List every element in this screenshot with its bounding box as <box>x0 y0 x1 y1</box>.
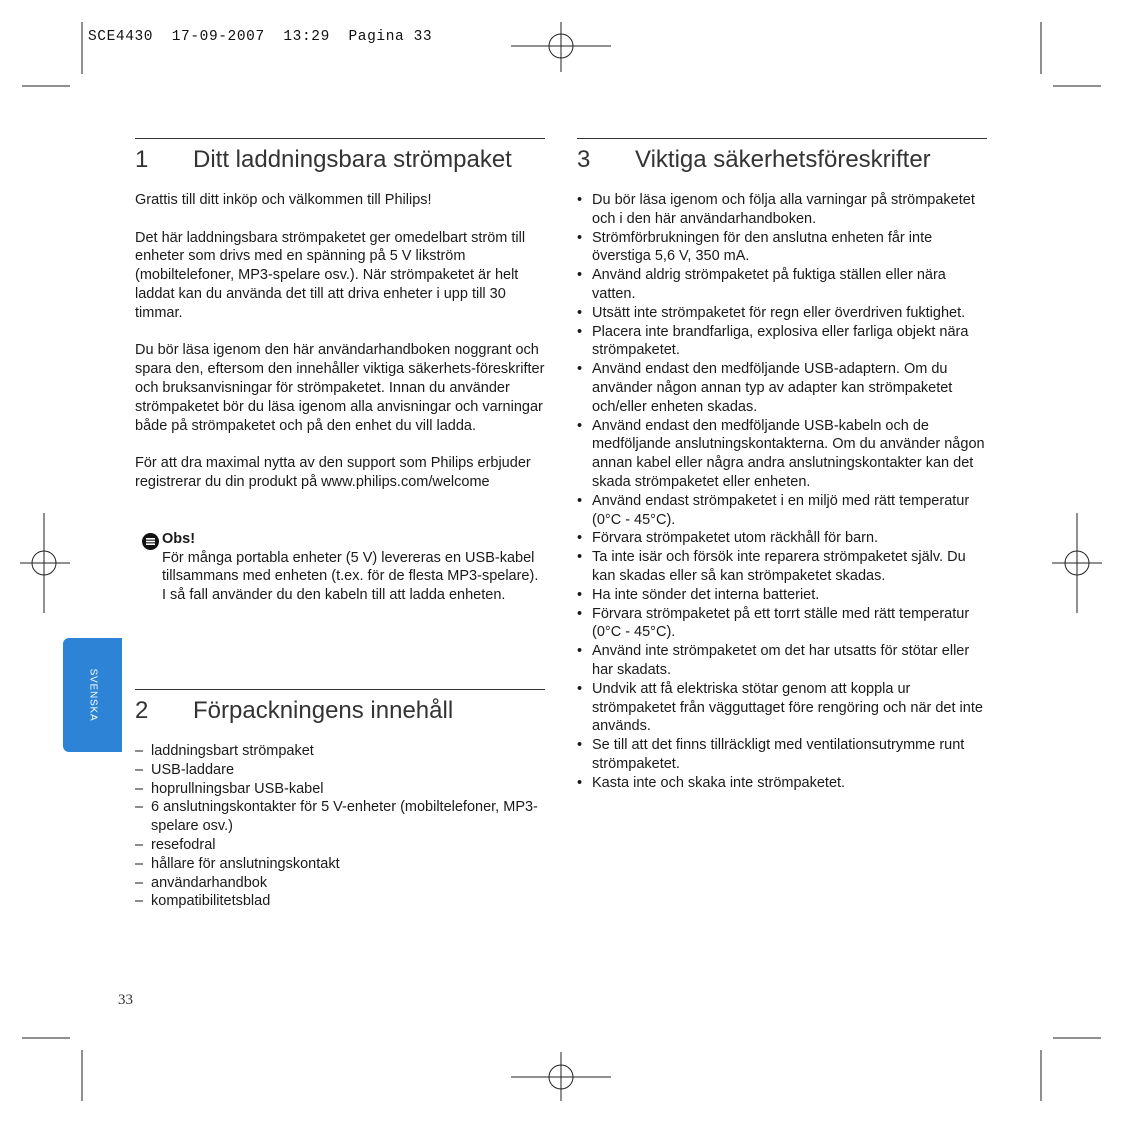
list-item: • Ta inte isär och försök inte reparera strömpaketet själv. Du kan skadas eller så kan strömpaketet skadas. <box>577 549 966 584</box>
page-number: 33 <box>118 992 133 1008</box>
safety-list <box>577 191 987 793</box>
list-item: • Du bör läsa igenom och följa alla varningar på strömpaketet och i den här användarhandboken. <box>577 192 975 227</box>
slug-page: Pagina 33 <box>348 29 433 45</box>
list-item: – laddningsbart strömpaket <box>135 743 314 759</box>
registration-mark-top <box>511 22 611 72</box>
paragraph: Det här laddningsbara strömpaketet ger omedelbart ström till enheter som drivs med en spänning på 5 V likström (mobiltelefoner, MP3-spelare osv.). När strömpaketet är helt laddat kan du använda det till att driva enheter i upp till 30 timmar. <box>135 229 526 321</box>
contents-list <box>135 742 545 911</box>
list-item: • Använd endast den medföljande USB-kabeln och de medföljande anslutningskontakterna. Om du använder någon annan kabel eller några andra anslutningskontakter kan det skada strömpaketet eller enheten. <box>577 417 985 490</box>
list-item: – USB-laddare <box>135 761 235 778</box>
section-1-heading <box>135 138 545 175</box>
note-text: För många portabla enheter (5 V) levereras en USB-kabel tillsammans med enheten (t.ex. för de flesta MP3-spelare). I så fall använder du den kabeln till att ladda enheten. <box>162 549 539 604</box>
list-item: • Använd endast strömpaketet i en miljö med rätt temperatur (0°C - 45°C). <box>577 492 970 528</box>
note-title: Obs! <box>162 530 196 547</box>
language-tab <box>63 638 122 752</box>
language-tab-label: SVENSKA <box>87 668 98 722</box>
list-item: • Förvara strömpaketet utom räckhåll för barn. <box>577 530 879 547</box>
note-box <box>135 530 545 605</box>
list-item: • Använd inte strömpaketet om det har utsatts för stötar eller har skadats. <box>577 643 970 678</box>
registration-mark-right <box>1052 513 1102 613</box>
list-item: – användarhandbok <box>135 874 268 891</box>
list-item: • Kasta inte och skaka inte strömpaketet. <box>577 774 846 791</box>
list-item: – kompatibilitetsblad <box>135 893 271 910</box>
list-item: – hållare för anslutningskontakt <box>135 855 340 872</box>
section-1-body <box>135 191 545 605</box>
list-item: • Använd endast den medföljande USB-adaptern. Om du använder någon annan typ av adapter kan strömpaketet och/eller enheten skadas. <box>577 361 953 415</box>
section-2-number: 2 <box>135 697 149 724</box>
list-item: • Strömförbrukningen för den anslutna enheten får inte överstiga 5,6 V, 350 mA. <box>577 229 933 265</box>
section-2-title: Förpackningens innehåll <box>193 697 454 724</box>
registration-mark-left <box>20 513 70 613</box>
list-item: – 6 anslutningskontakter för 5 V-enheter (mobiltelefoner, MP3-spelare osv.) <box>135 799 538 835</box>
section-3 <box>577 138 987 793</box>
section-3-number: 3 <box>577 146 591 173</box>
list-item: • Utsätt inte strömpaketet för regn eller överdriven fuktighet. <box>577 304 966 321</box>
slug-code: SCE4430 <box>88 29 154 45</box>
list-item: • Undvik att få elektriska stötar genom att koppla ur strömpaketet från vägguttaget före rengöring och när det inte används. <box>577 680 983 735</box>
section-1 <box>135 138 545 605</box>
list-item: • Använd aldrig strömpaketet på fuktiga ställen eller nära vatten. <box>577 267 946 302</box>
section-1-title: Ditt laddningsbara strömpaket <box>193 146 512 173</box>
registration-mark-bottom <box>511 1052 611 1101</box>
list-item: – resefodral <box>135 836 216 853</box>
list-item: – hoprullningsbar USB-kabel <box>135 780 324 797</box>
list-item: • Förvara strömpaketet på ett torrt ställe med rätt temperatur (0°C - 45°C). <box>577 605 970 641</box>
note-icon <box>142 533 159 550</box>
list-item: • Se till att det finns tillräckligt med ventilationsutrymme runt strömpaketet. <box>577 737 965 772</box>
section-2 <box>135 689 545 911</box>
section-3-heading <box>577 138 987 175</box>
list-item: • Placera inte brandfarliga, explosiva eller farliga objekt nära strömpaketet. <box>577 323 969 359</box>
list-item: • Ha inte sönder det interna batteriet. <box>577 586 820 603</box>
slug-time: 13:29 <box>283 29 330 45</box>
section-3-title: Viktiga säkerhetsföreskrifter <box>635 146 931 173</box>
section-1-number: 1 <box>135 146 149 173</box>
paragraph: För att dra maximal nytta av den support som Philips erbjuder registrerar du din produkt på www.philips.com/welcome <box>135 455 531 490</box>
paragraph: Du bör läsa igenom den här användarhandboken noggrant och spara den, eftersom den innehåller viktiga säkerhets-föreskrifter och bruksanvisningar för strömpaketet. Innan du använder strömpaketet bör du läsa igenom alla anvisningar och varningar både på strömpaketet och på den enhet du vill ladda. <box>135 342 545 434</box>
section-2-heading <box>135 689 545 726</box>
paragraph: Grattis till ditt inköp och välkommen till Philips! <box>135 192 432 208</box>
slug-date: 17-09-2007 <box>171 29 265 45</box>
